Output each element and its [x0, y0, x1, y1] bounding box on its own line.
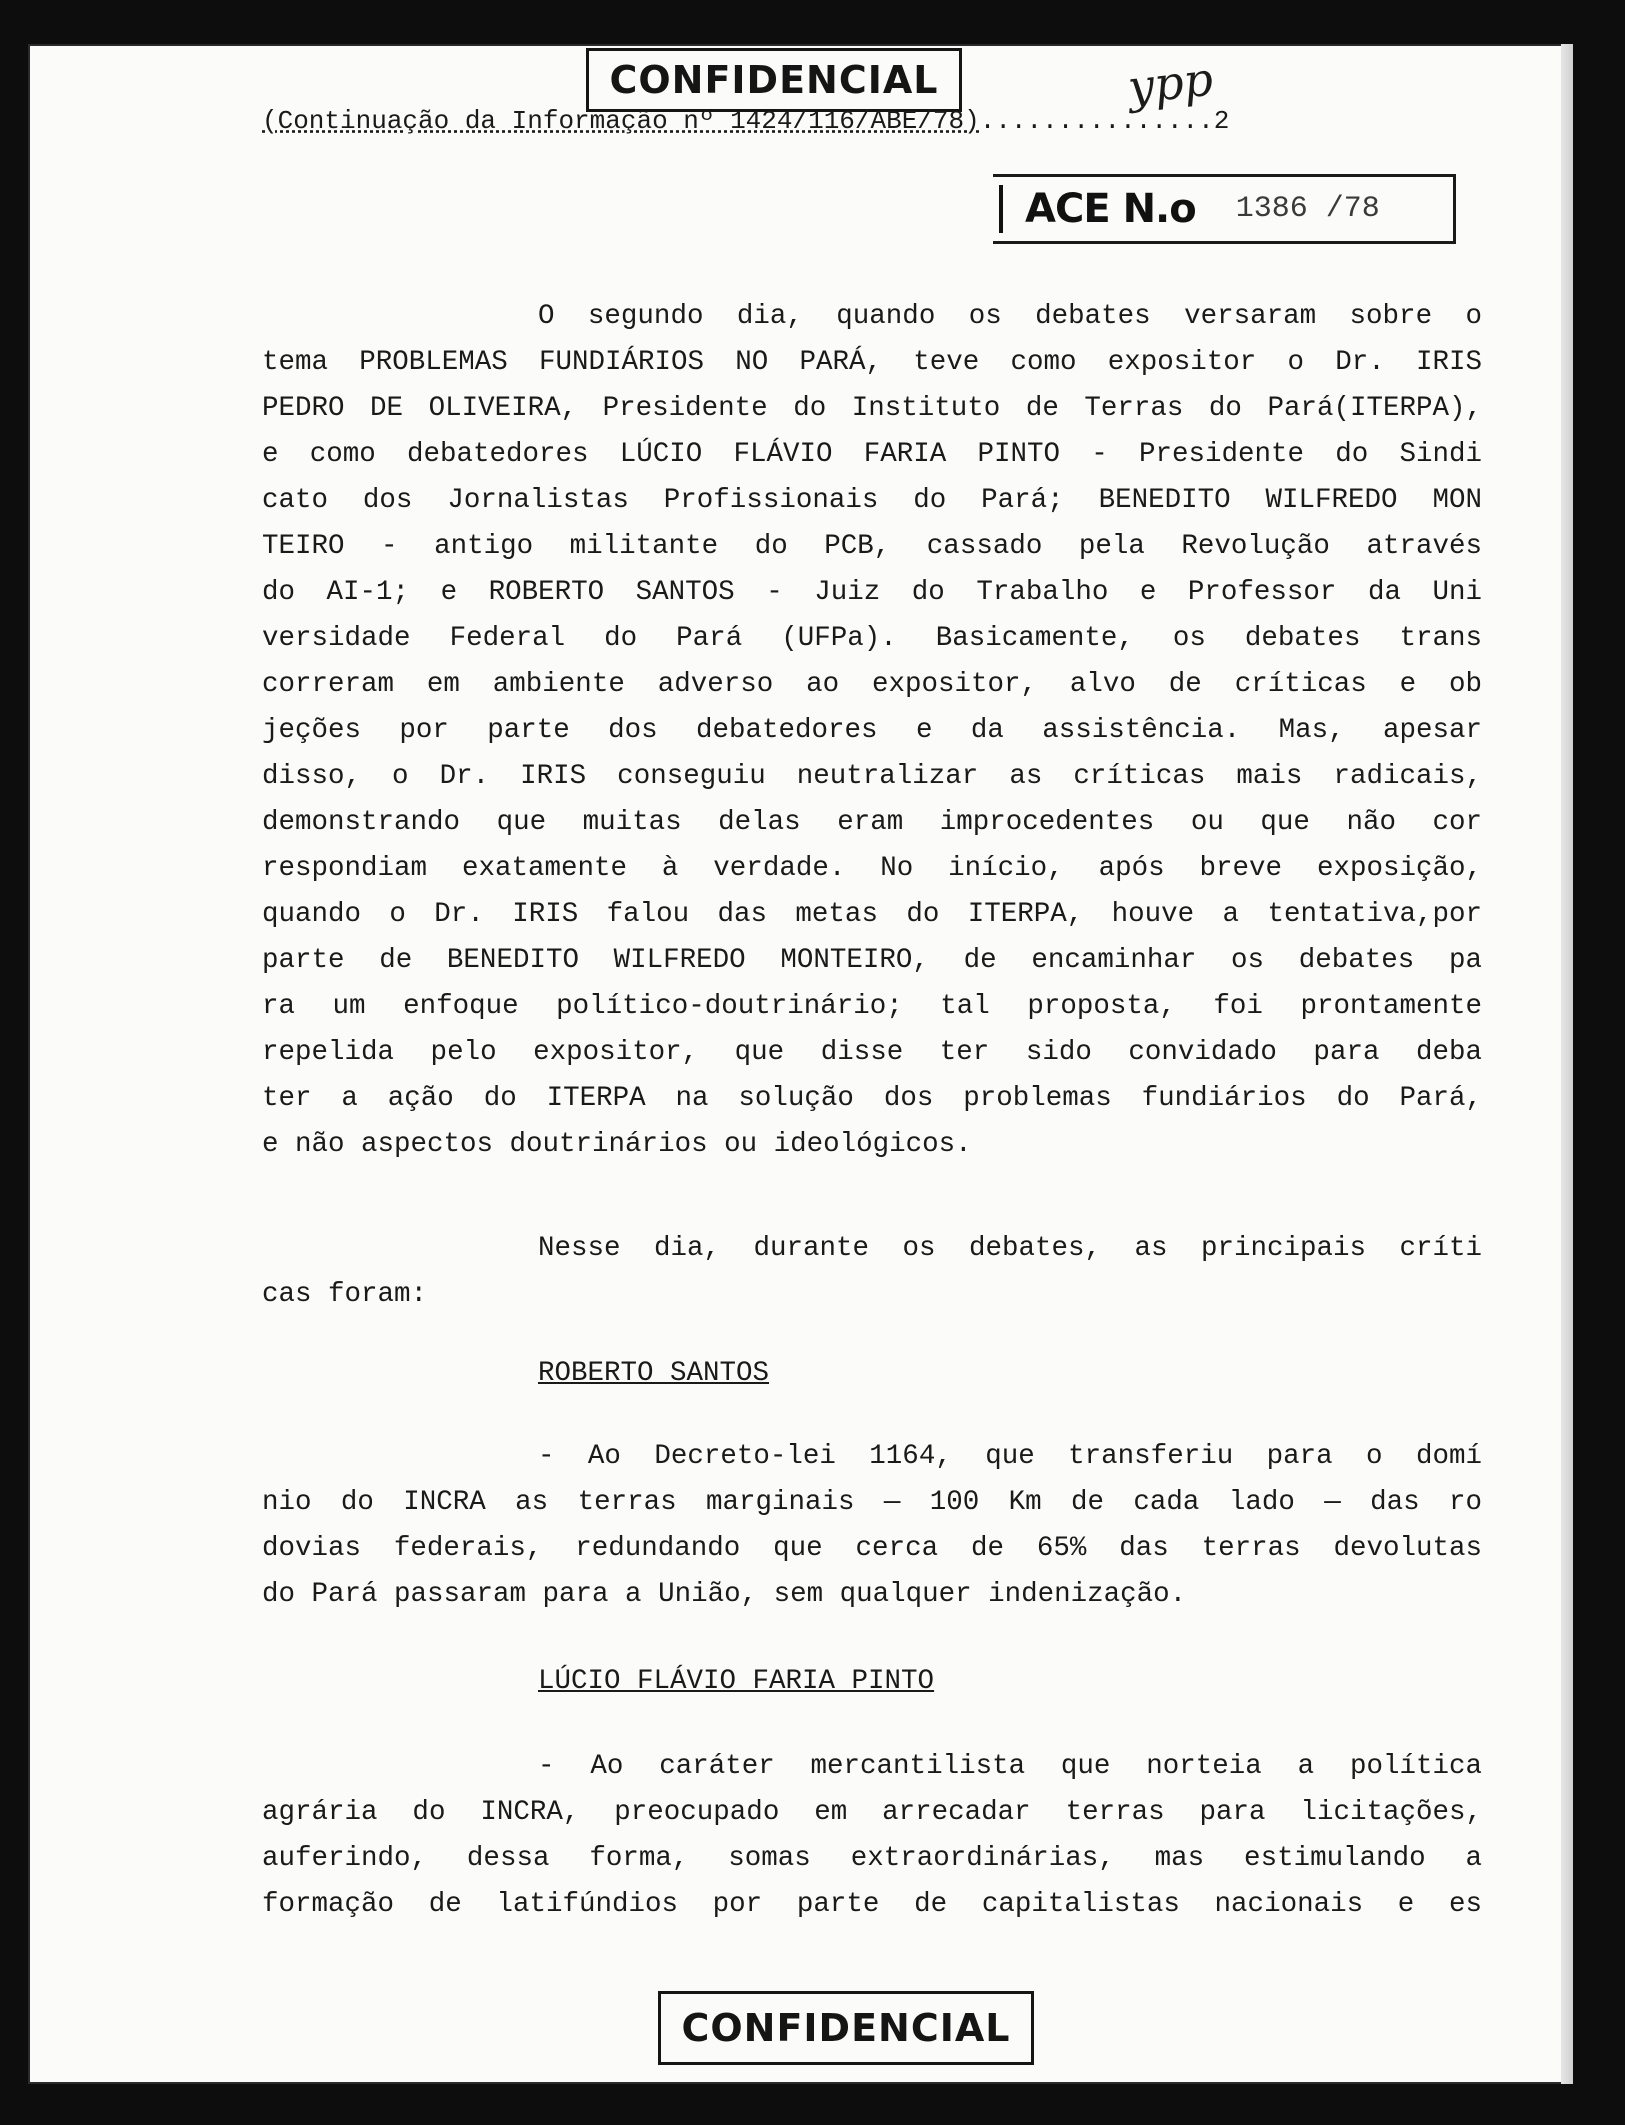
- text-line: do AI-1; e ROBERTO SANTOS - Juiz do Trabalho e Professor da Uni: [262, 577, 1482, 608]
- running-header-reference: (Continuação da Informação nº 1424/116/ABE/78): [262, 106, 980, 136]
- text-line: - Ao caráter mercantilista que norteia a política: [538, 1751, 1482, 1782]
- text-line: Nesse dia, durante os debates, as principais críti: [538, 1233, 1482, 1264]
- text-line: repelida pelo expositor, que disse ter sido convidado para deba: [262, 1037, 1482, 1068]
- text-line: e como debatedores LÚCIO FLÁVIO FARIA PINTO - Presidente do Sindi: [262, 439, 1482, 470]
- paragraph-roberto-santos: [262, 1434, 1482, 1618]
- ace-number-box: [993, 174, 1456, 244]
- ace-label: ACE N.o: [1025, 186, 1196, 232]
- ace-box-bar: [999, 185, 1003, 233]
- text-line: e não aspectos doutrinários ou ideológicos.: [262, 1129, 972, 1160]
- text-line: dovias federais, redundando que cerca de 65% das terras devolutas: [262, 1533, 1482, 1564]
- text-line: do Pará passaram para a União, sem qualquer indenização.: [262, 1579, 1187, 1610]
- text-line: - Ao Decreto-lei 1164, que transferiu para o domí: [538, 1441, 1482, 1472]
- document-page: [28, 44, 1573, 2084]
- confidential-stamp-top: CONFIDENCIAL: [586, 48, 962, 112]
- text-line: cato dos Jornalistas Profissionais do Pará; BENEDITO WILFREDO MON: [262, 485, 1482, 516]
- text-line: cas foram:: [262, 1279, 428, 1310]
- text-line: quando o Dr. IRIS falou das metas do ITERPA, houve a tentativa,por: [262, 899, 1482, 930]
- heading-lucio-flavio: LÚCIO FLÁVIO FARIA PINTO: [538, 1666, 935, 1697]
- text-line: tema PROBLEMAS FUNDIÁRIOS NO PARÁ, teve como expositor o Dr. IRIS: [262, 347, 1482, 378]
- text-line: O segundo dia, quando os debates versaram sobre o: [538, 301, 1482, 332]
- text-line: nio do INCRA as terras marginais — 100 Km de cada lado — das ro: [262, 1487, 1482, 1518]
- paragraph-main-criticisms: [262, 1226, 1482, 1318]
- text-line: correram em ambiente adverso ao expositor, alvo de críticas e ob: [262, 669, 1482, 700]
- paragraph-second-day: [262, 294, 1482, 1168]
- text-line: demonstrando que muitas delas eram improcedentes ou que não cor: [262, 807, 1482, 838]
- text-line: agrária do INCRA, preocupado em arrecadar terras para licitações,: [262, 1797, 1482, 1828]
- handwritten-signature: ypp: [1125, 51, 1216, 115]
- running-header: [262, 106, 1229, 136]
- heading-roberto-santos: ROBERTO SANTOS: [538, 1358, 770, 1389]
- text-line: versidade Federal do Pará (UFPa). Basicamente, os debates trans: [262, 623, 1482, 654]
- text-line: PEDRO DE OLIVEIRA, Presidente do Instituto de Terras do Pará(ITERPA),: [262, 393, 1482, 424]
- confidential-stamp-bottom: CONFIDENCIAL: [658, 1991, 1034, 2065]
- text-line: ra um enfoque político-doutrinário; tal proposta, foi prontamente: [262, 991, 1482, 1022]
- text-line: disso, o Dr. IRIS conseguiu neutralizar as críticas mais radicais,: [262, 761, 1482, 792]
- text-line: ter a ação do ITERPA na solução dos problemas fundiários do Pará,: [262, 1083, 1482, 1114]
- text-line: jeções por parte dos debatedores e da assistência. Mas, apesar: [262, 715, 1482, 746]
- text-line: respondiam exatamente à verdade. No início, após breve exposição,: [262, 853, 1482, 884]
- page-number: 2: [1213, 106, 1230, 136]
- text-line: formação de latifúndios por parte de capitalistas nacionais e es: [262, 1889, 1482, 1920]
- ace-number: 1386 /78: [1235, 192, 1380, 226]
- text-line: auferindo, dessa forma, somas extraordinárias, mas estimulando a: [262, 1843, 1482, 1874]
- text-line: parte de BENEDITO WILFREDO MONTEIRO, de encaminhar os debates pa: [262, 945, 1482, 976]
- paragraph-lucio-flavio: [262, 1744, 1482, 1928]
- text-line: TEIRO - antigo militante do PCB, cassado pela Revolução através: [262, 531, 1482, 562]
- running-header-dots: ...............: [979, 106, 1214, 136]
